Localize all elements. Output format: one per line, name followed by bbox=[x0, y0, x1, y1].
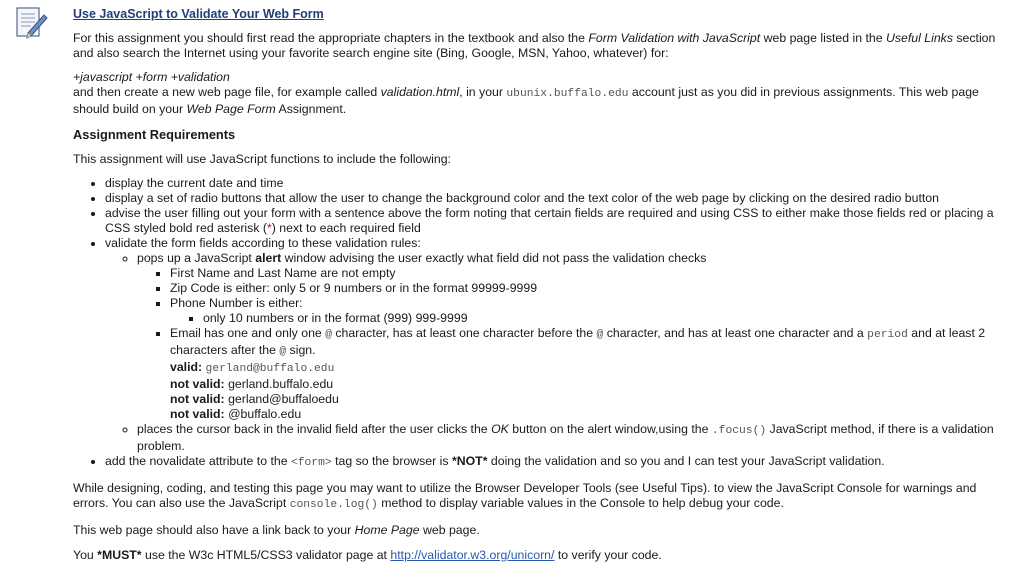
search-terms: +javascript +form +validation bbox=[73, 70, 230, 84]
home-link-paragraph: This web page should also have a link back to your Home Page web page. bbox=[73, 523, 480, 537]
list-item: • validate the form fields according to these validation rules: ◦ pops up a JavaScript alert window advising the user exactly what field did not pass the validation checks ▪ First Name and Last Name are not empty ▪ Zip Code is either: only 5 or 9 numbers or in the format 99999-9999 ▪ Phone Number is either: ▪ only 10 numbers or in the format (999) 999-9999 ▪ Email has one and only one @ character, has at least one character before the @ character, and has at least one character and a period and at least 2 characters after the @ sign. valid: gerland@buffalo.edu not valid: gerland.buffalo.edu not valid: gerland@buffaloedu not valid: @buffalo.edu ◦ places the cursor back in the invalid field after the user clicks the OK button on the alert window,using the .focus() JavaScript method, if there is a validation problem. bbox=[105, 236, 1013, 454]
document-pencil-icon bbox=[14, 5, 48, 43]
page-title: Use JavaScript to Validate Your Web Form bbox=[73, 7, 324, 21]
requirements-heading: Assignment Requirements bbox=[73, 127, 236, 142]
requirements-list bbox=[73, 176, 1013, 471]
list-item: • display the current date and time bbox=[105, 176, 1013, 191]
list-item: ▪ Email has one and only one @ character, has at least one character before the @ character, and has at least one character and a period and at least 2 characters after the @ sign. valid: gerland@buffalo.edu not valid: gerland.buffalo.edu not valid: gerland@buffaloedu not valid: @buffalo.edu bbox=[170, 326, 1013, 422]
dev-tools-paragraph: While designing, coding, and testing this page you may want to utilize the Browser Developer Tools (see Useful Tips). to view the JavaScript Console for warnings and errors. You can also use the JavaScript console.log() method to display variable values in the Console to help debug your code. bbox=[73, 481, 977, 511]
list-item: • add the novalidate attribute to the <form> tag so the browser is *NOT* doing the validation and so you and I can test your JavaScript validation. bbox=[105, 454, 1013, 471]
list-item: ◦ places the cursor back in the invalid field after the user clicks the OK button on the alert window,using the .focus() JavaScript method, if there is a validation problem. bbox=[137, 422, 1013, 454]
red-asterisk: * bbox=[266, 221, 272, 235]
create-paragraph: +javascript +form +validation and then create a new web page file, for example called validation.html, in your ubunix.buffalo.edu account just as you did in previous assignments. This web page should build on your Web Page Form Assignment. bbox=[73, 70, 979, 116]
list-item: ▪ First Name and Last Name are not empty bbox=[170, 266, 1013, 281]
list-item: • display a set of radio buttons that allow the user to change the background color and the text color of the web page by clicking on the desired radio button bbox=[105, 191, 1013, 206]
intro-paragraph: For this assignment you should first read the appropriate chapters in the textbook and also the Form Validation with JavaScript web page listed in the Useful Links section and also search the Internet using your favorite search engine site (Bing, Google, MSN, Yahoo, whatever) for: bbox=[73, 31, 996, 60]
validator-paragraph: You *MUST* use the W3c HTML5/CSS3 validator page at http://validator.w3.org/unicorn/ to verify your code. bbox=[73, 548, 662, 562]
email-examples: valid: gerland@buffalo.edu not valid: gerland.buffalo.edu not valid: gerland@buffaloedu not valid: @buffalo.edu bbox=[170, 360, 339, 421]
list-item: ▪ Zip Code is either: only 5 or 9 numbers or in the format 99999-9999 bbox=[170, 281, 1013, 296]
list-item: ▪ only 10 numbers or in the format (999) 999-9999 bbox=[203, 311, 1013, 326]
list-item: ◦ pops up a JavaScript alert window advising the user exactly what field did not pass the validation checks ▪ First Name and Last Name are not empty ▪ Zip Code is either: only 5 or 9 numbers or in the format 99999-9999 ▪ Phone Number is either: ▪ only 10 numbers or in the format (999) 999-9999 ▪ Email has one and only one @ character, has at least one character before the @ character, and has at least one character and a period and at least 2 characters after the @ sign. valid: gerland@buffalo.edu not valid: gerland.buffalo.edu not valid: gerland@buffaloedu not valid: @buffalo.edu bbox=[137, 251, 1013, 422]
list-item: ▪ Phone Number is either: ▪ only 10 numbers or in the format (999) 999-9999 bbox=[170, 296, 1013, 326]
requirements-intro: This assignment will use JavaScript functions to include the following: bbox=[73, 152, 451, 166]
validator-link[interactable]: http://validator.w3.org/unicorn/ bbox=[390, 548, 555, 562]
assignment-content bbox=[73, 7, 1013, 563]
list-item: • advise the user filling out your form with a sentence above the form noting that certain fields are required and using CSS to either make those fields red or placing a CSS styled bold red asterisk (*) next to each required field bbox=[105, 206, 1013, 236]
